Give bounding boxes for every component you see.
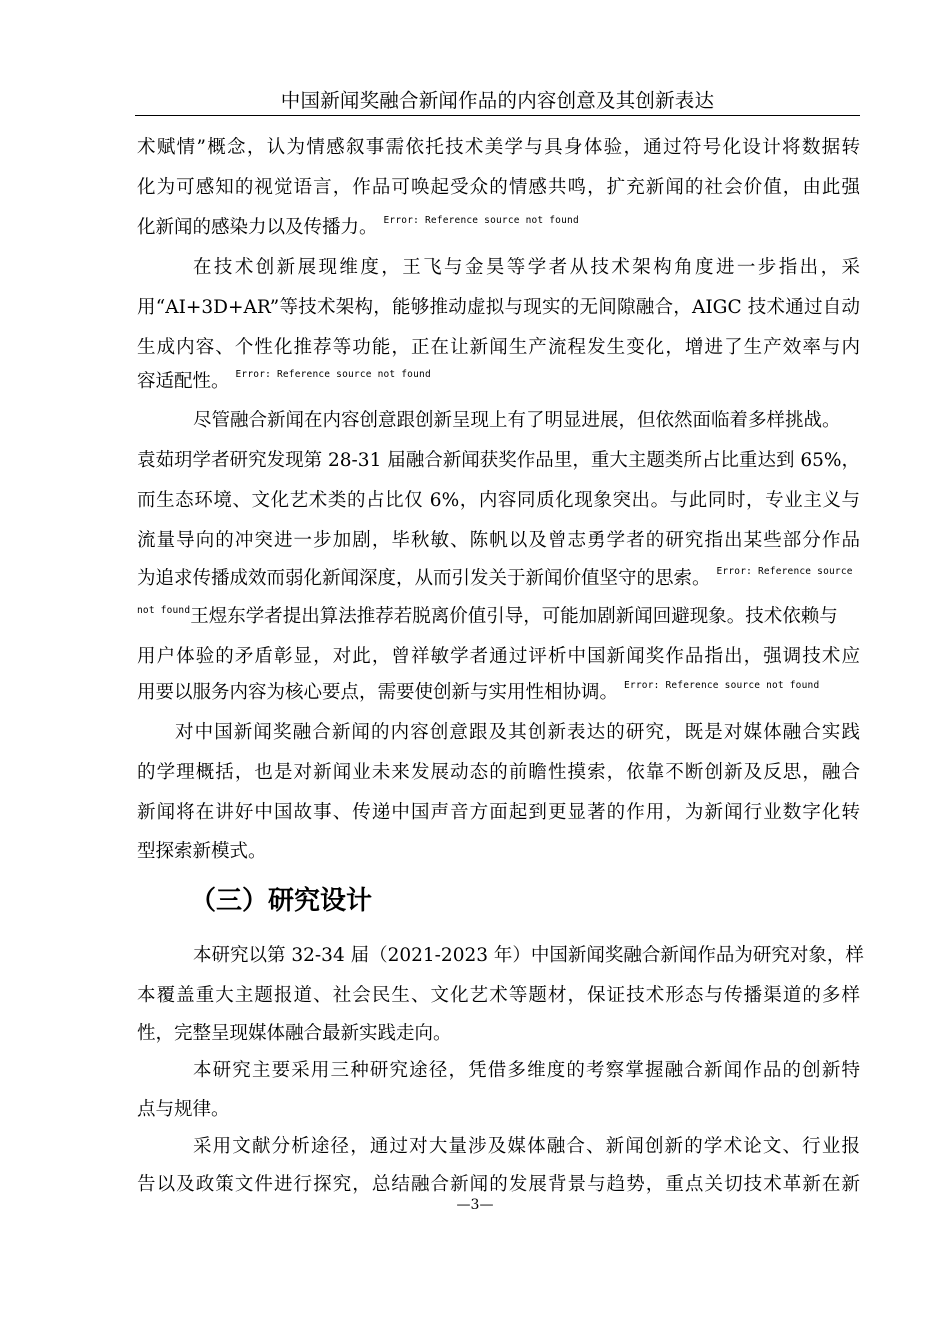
paragraph-1-line-3-text: 化新闻的感染力以及传播力。 <box>137 217 378 238</box>
header-rule <box>135 115 860 116</box>
paragraph-3-line-7: 用户体验的矛盾彰显，对此，曾祥敏学者通过评析中国新闻奖作品指出，强调技术应 <box>137 646 860 667</box>
paragraph-4-line-3: 新闻将在讲好中国故事、传递中国声音方面起到更显著的作用，为新闻行业数字化转 <box>137 802 860 823</box>
paragraph-2-line-4-text: 容适配性。 <box>137 371 230 392</box>
reference-error-3a: Error: Reference source <box>716 566 853 577</box>
section-paragraph-3-line-1: 采用文献分析途径，通过对大量涉及媒体融合、新闻创新的学术论文、行业报 <box>193 1136 860 1157</box>
section-paragraph-2-line-1: 本研究主要采用三种研究途径，凭借多维度的考察掌握融合新闻作品的创新特 <box>193 1060 860 1081</box>
reference-error-2: Error: Reference source not found <box>235 369 431 380</box>
section-paragraph-1-line-3: 性，完整呈现媒体融合最新实践走向。 <box>137 1023 452 1044</box>
paragraph-3-line-8 <box>137 680 860 709</box>
paragraph-3-line-5-text: 为追求传播成效而弱化新闻深度，从而引发关于新闻价值坚守的思索。 <box>137 568 711 589</box>
paragraph-3-line-6 <box>137 604 860 633</box>
reference-error-4: Error: Reference source not found <box>624 680 820 691</box>
paragraph-1-line-2: 化为可感知的视觉语言，作品可唤起受众的情感共鸣，扩充新闻的社会价值，由此强 <box>137 177 860 198</box>
paragraph-3-line-5 <box>137 566 860 595</box>
paragraph-4-line-2: 的学理概括，也是对新闻业未来发展动态的前瞻性摸索，依靠不断创新及反思，融合 <box>137 762 860 783</box>
section-paragraph-3-line-2: 告以及政策文件进行探究，总结融合新闻的发展背景与趋势，重点关切技术革新在新 <box>137 1174 860 1195</box>
paragraph-3-line-2: 袁茹玥学者研究发现第 28-31 届融合新闻获奖作品里，重大主题类所占比重达到 65%， <box>137 450 860 471</box>
paragraph-3-line-4: 流量导向的冲突进一步加剧，毕秋敏、陈帆以及曾志勇学者的研究指出某些部分作品 <box>137 530 860 551</box>
paragraph-2-line-3: 生成内容、个性化推荐等功能，正在让新闻生产流程发生变化，增进了生产效率与内 <box>137 337 860 358</box>
paragraph-1-line-1: 术赋情”概念，认为情感叙事需依托技术美学与具身体验，通过符号化设计将数据转 <box>137 137 860 158</box>
paragraph-3-line-8-text: 用要以服务内容为核心要点，需要使创新与实用性相协调。 <box>137 682 619 703</box>
page-number: —3— <box>456 1197 494 1213</box>
reference-error-1: Error: Reference source not found <box>383 215 579 226</box>
section-paragraph-2-line-2: 点与规律。 <box>137 1099 230 1120</box>
paragraph-2-line-4 <box>137 369 860 398</box>
paragraph-3-line-1: 尽管融合新闻在内容创意跟创新呈现上有了明显进展，但依然面临着多样挑战。 <box>193 410 841 431</box>
paragraph-4-line-4: 型探索新模式。 <box>137 841 267 862</box>
reference-error-3b: not found <box>137 605 191 616</box>
paragraph-3-line-6-text: 王煜东学者提出算法推荐若脱离价值引导，可能加剧新闻回避现象。技术依赖与 <box>190 606 838 627</box>
paragraph-2-line-1: 在技术创新展现维度，王飞与金昊等学者从技术架构角度进一步指出，采 <box>193 257 860 278</box>
running-header: 中国新闻奖融合新闻作品的内容创意及其创新表达 <box>280 89 715 112</box>
paragraph-4-line-1: 对中国新闻奖融合新闻的内容创意跟及其创新表达的研究，既是对媒体融合实践 <box>175 722 860 743</box>
paragraph-3-line-3: 而生态环境、文化艺术类的占比仅 6%，内容同质化现象突出。与此同时，专业主义与 <box>137 490 860 511</box>
section-paragraph-1-line-1: 本研究以第 32-34 届（2021-2023 年）中国新闻奖融合新闻作品为研究对象，样 <box>193 945 864 966</box>
section-paragraph-1-line-2: 本覆盖重大主题报道、社会民生、文化艺术等题材，保证技术形态与传播渠道的多样 <box>137 985 860 1006</box>
paragraph-2-line-2: 用“AI+3D+AR”等技术架构，能够推动虚拟与现实的无间隙融合，AIGC 技术通过自动 <box>137 297 860 318</box>
paragraph-1-line-3 <box>137 215 860 244</box>
section-heading: （三）研究设计 <box>190 886 373 916</box>
